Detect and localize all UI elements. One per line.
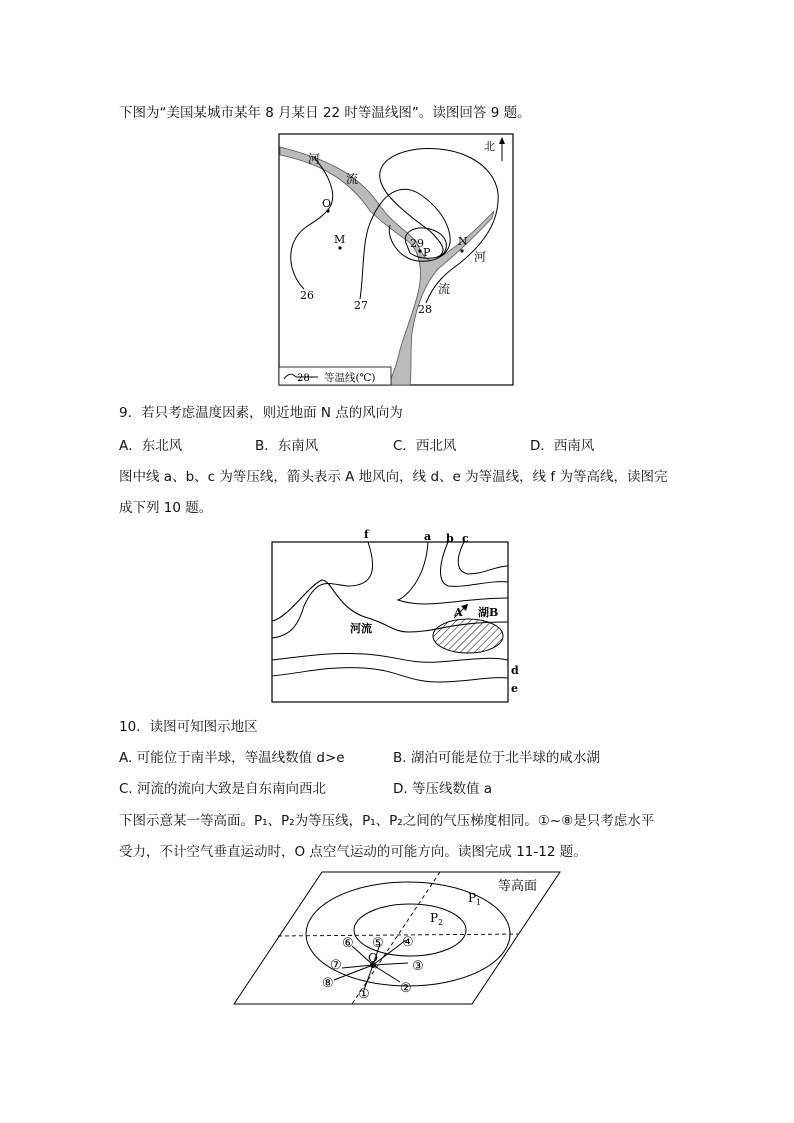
river-label-4: 流 <box>438 282 451 296</box>
legend-value: 28 <box>297 373 310 384</box>
label-b: b <box>446 532 454 545</box>
river-label-3: 河 <box>474 250 487 264</box>
direction-1: ① <box>358 987 370 1002</box>
label-c: c <box>462 532 469 545</box>
isobar-plane-diagram <box>230 868 566 1008</box>
direction-2: ② <box>400 981 412 996</box>
isotherm-26-label: 26 <box>300 289 314 302</box>
direction-4: ④ <box>402 935 414 950</box>
isobar-p1-sub: 1 <box>476 898 482 907</box>
label-river: 河流 <box>350 622 372 635</box>
point-O-label: O <box>322 197 332 210</box>
label-f: f <box>364 528 369 541</box>
isotherm-28-label: 28 <box>418 303 432 316</box>
intro-question-11-12-line2: 受力，不计空气垂直运动时，O 点空气运动的可能方向。读图完成 11-12 题。 <box>119 844 587 860</box>
river-label-2: 流 <box>346 172 359 186</box>
direction-3: ③ <box>412 959 424 974</box>
label-A: A <box>454 606 463 619</box>
isobar-p1-label: P <box>468 891 477 905</box>
q10-option-a: A. 可能位于南半球，等温线数值 d>e <box>119 750 345 766</box>
river-label-1: 河 <box>308 152 321 166</box>
label-a: a <box>424 530 432 543</box>
direction-6: ⑥ <box>342 936 354 951</box>
isotherm-27-label: 27 <box>354 299 368 312</box>
isotherm-map <box>278 133 514 387</box>
q10-option-d: D. 等压线数值 a <box>393 781 493 797</box>
legend-label: 等温线(℃) <box>324 372 376 384</box>
direction-5: ⑤ <box>372 936 384 951</box>
direction-7: ⑦ <box>330 958 342 973</box>
origin-label: O <box>368 951 378 965</box>
point-M-label: M <box>334 233 346 246</box>
lake-b <box>433 619 503 653</box>
label-d: d <box>511 664 519 677</box>
intro-question-10-line1: 图中线 a、b、c 为等压线，箭头表示 A 地风向，线 d、e 为等温线，线 f 为等高线，读图完 <box>119 469 668 485</box>
intro-question-9: 下图为“美国某城市某年 8 月某日 22 时等温线图”。读图回答 9 题。 <box>119 105 531 121</box>
label-lake: 湖B <box>478 606 499 619</box>
q10-stem: 10．读图可知图示地区 <box>119 719 258 735</box>
intro-question-11-12-line1: 下图示意某一等高面。P₁、P₂为等压线，P₁、P₂之间的气压梯度相同。①~⑧是只考虑水平 <box>119 813 655 829</box>
q9-stem: 9．若只考虑温度因素，则近地面 N 点的风向为 <box>119 405 403 421</box>
q10-option-c: C. 河流的流向大致是自东南向西北 <box>119 781 327 797</box>
q10-option-b: B. 湖泊可能是位于北半球的咸水湖 <box>393 750 600 766</box>
north-label: 北 <box>484 140 495 153</box>
isobar-p2-sub: 2 <box>438 918 444 927</box>
plane-label: 等高面 <box>498 879 538 894</box>
pressure-line-map <box>268 526 530 706</box>
q9-option-c: C．西北风 <box>393 438 457 454</box>
isotherm-29-label: 29 <box>410 237 424 250</box>
q9-option-b: B．东南风 <box>255 438 319 454</box>
point-N-label: N <box>458 235 468 248</box>
intro-question-10-line2: 成下列 10 题。 <box>119 500 213 516</box>
q9-option-a: A．东北风 <box>119 438 183 454</box>
q9-option-d: D．西南风 <box>530 438 595 454</box>
isobar-p2-label: P <box>430 911 439 925</box>
direction-8: ⑧ <box>322 976 334 991</box>
point-P-label: P <box>423 246 431 259</box>
label-e: e <box>511 682 518 695</box>
